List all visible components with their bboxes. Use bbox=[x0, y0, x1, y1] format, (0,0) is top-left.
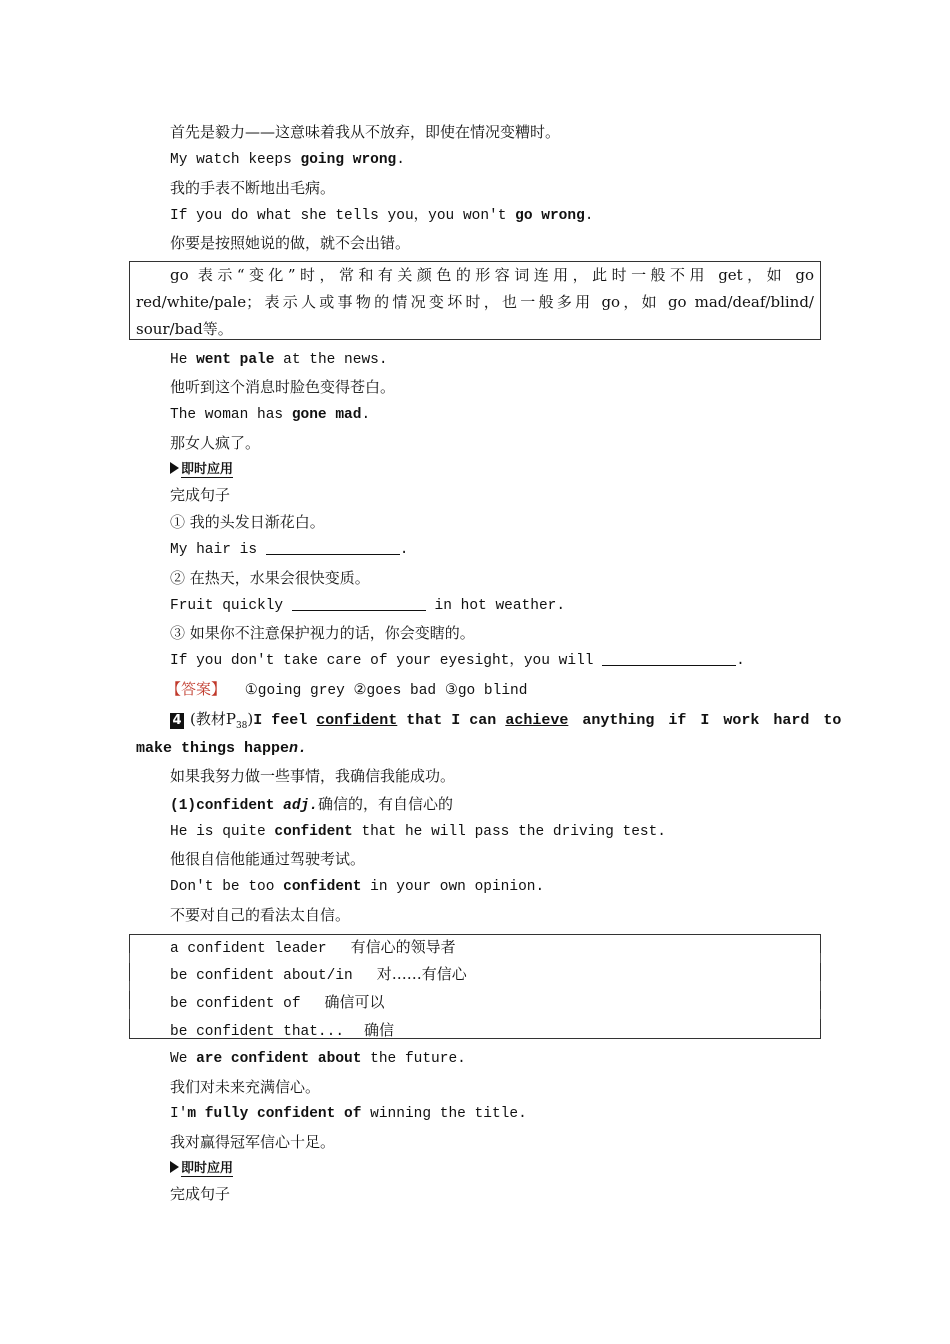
definition: 确信的，有自信心的 bbox=[317, 795, 453, 813]
note-row-1: go 表示“变化”时，常和有关颜色的形容词连用，此时一般不用 get，如 go bbox=[170, 266, 814, 284]
text: The woman has bbox=[170, 407, 292, 423]
text: in your own opinion. bbox=[361, 879, 545, 895]
headword: (1)confident bbox=[170, 798, 284, 814]
phrase: be confident that... bbox=[170, 1024, 345, 1040]
box-tick bbox=[820, 981, 821, 991]
text: that I can bbox=[397, 712, 506, 729]
text: If you don't take care of your eyesight，you will bbox=[170, 653, 603, 669]
triangle-icon bbox=[170, 462, 179, 474]
box-tick bbox=[820, 1009, 821, 1019]
text: . bbox=[399, 542, 409, 558]
answer-text: ①going grey ②goes bad ③go blind bbox=[244, 683, 528, 699]
ex2-line1-cn: 我们对未来充满信心。 bbox=[170, 1078, 321, 1096]
text: . bbox=[736, 653, 745, 669]
text: Don't be too bbox=[170, 879, 284, 895]
phrase: be confident about/in bbox=[170, 968, 353, 984]
answer-blank[interactable] bbox=[292, 596, 426, 611]
note-row-2: red/white/pale；表示人或事物的情况变坏时，也一般多用 go，如 go mad/deaf/blind/ bbox=[136, 293, 814, 311]
note-row-3: sour/bad等。 bbox=[136, 320, 233, 338]
line-if-translation: 你要是按照她说的做，就不会出错。 bbox=[170, 234, 411, 252]
text: He bbox=[170, 352, 197, 368]
meaning: 对……有信心 bbox=[376, 965, 467, 983]
line-gone-mad bbox=[170, 405, 370, 425]
item4-ex1 bbox=[170, 822, 666, 842]
text: ) bbox=[247, 710, 254, 728]
text: My hair is bbox=[170, 542, 266, 558]
answer-blank[interactable] bbox=[602, 651, 736, 666]
phrase-row-2 bbox=[170, 964, 467, 986]
key-phrase: go wrong bbox=[515, 208, 585, 224]
item4-sentence-cont bbox=[136, 739, 307, 759]
text: in hot weather. bbox=[425, 598, 566, 614]
q2-cn: ② 在热天，水果会很快变质。 bbox=[170, 569, 370, 587]
note-box-go bbox=[129, 261, 821, 340]
item4-ex1-cn: 他很自信他能通过驾驶考试。 bbox=[170, 850, 366, 868]
text: . bbox=[584, 208, 594, 224]
line-watch-example bbox=[170, 150, 405, 170]
text: n. bbox=[289, 740, 308, 757]
line-watch-translation: 我的手表不断地出毛病。 bbox=[170, 179, 336, 197]
phrase-row-4 bbox=[170, 1020, 394, 1042]
line-if-example bbox=[170, 206, 593, 226]
practice-tag-2 bbox=[170, 1160, 233, 1178]
text: If you do what she tells you，you won't bbox=[170, 208, 516, 224]
item4-ex2 bbox=[170, 877, 544, 897]
box-tick bbox=[129, 1009, 130, 1019]
item-number: 4 bbox=[170, 713, 184, 729]
q1-en bbox=[170, 540, 408, 560]
item4-translation: 如果我努力做一些事情，我确信我能成功。 bbox=[170, 767, 456, 785]
source-ref bbox=[190, 710, 254, 731]
phrase: be confident of bbox=[170, 996, 301, 1012]
key-phrase: going wrong bbox=[300, 152, 397, 168]
box-tick bbox=[129, 953, 130, 963]
phrase-row-3 bbox=[170, 992, 385, 1014]
item4-sentence bbox=[170, 709, 841, 736]
text: . bbox=[396, 152, 405, 168]
phrase-box-confident bbox=[129, 934, 821, 1039]
key-word: confident bbox=[283, 879, 362, 895]
text: that he will pass the driving test. bbox=[352, 824, 667, 840]
key-phrase: are confident about bbox=[196, 1051, 362, 1067]
text: at the news. bbox=[274, 352, 388, 368]
key-word: achieve bbox=[505, 712, 569, 729]
triangle-icon bbox=[170, 1161, 179, 1173]
answer-line bbox=[166, 679, 527, 701]
key-phrase: m fully confident of bbox=[187, 1106, 362, 1122]
text: We bbox=[170, 1051, 197, 1067]
answer-blank[interactable] bbox=[266, 540, 400, 555]
line-went-pale bbox=[170, 350, 388, 370]
q2-en bbox=[170, 596, 565, 616]
part-of-speech: adj. bbox=[283, 798, 318, 814]
text: anything if I work hard to bbox=[568, 712, 842, 729]
answer-label: 【答案】 bbox=[166, 680, 227, 698]
key-word: confident bbox=[316, 712, 398, 729]
q1-cn: ① 我的头发日渐花白。 bbox=[170, 513, 325, 531]
meaning: 确信可以 bbox=[324, 993, 385, 1011]
meaning: 有信心的领导者 bbox=[350, 938, 456, 956]
phrase: a confident leader bbox=[170, 941, 327, 957]
line-gone-mad-cn: 那女人疯了。 bbox=[170, 434, 261, 452]
q3-cn: ③ 如果你不注意保护视力的话，你会变瞎的。 bbox=[170, 624, 475, 642]
item4-definition bbox=[170, 794, 453, 816]
practice-tag-label: 即时应用 bbox=[181, 462, 234, 477]
text: He is quite bbox=[170, 824, 275, 840]
box-tick bbox=[820, 953, 821, 963]
text: I' bbox=[170, 1106, 188, 1122]
phrase-row-1 bbox=[170, 937, 456, 959]
practice-title-2: 完成句子 bbox=[170, 1185, 231, 1203]
text: Fruit quickly bbox=[170, 598, 292, 614]
key-phrase: went pale bbox=[196, 352, 275, 368]
text: (教材P bbox=[190, 710, 236, 728]
page-number: 38 bbox=[235, 721, 248, 731]
text: winning the title. bbox=[361, 1106, 527, 1122]
line-went-pale-cn: 他听到这个消息时脸色变得苍白。 bbox=[170, 378, 396, 396]
ex2-line2-cn: 我对赢得冠军信心十足。 bbox=[170, 1133, 336, 1151]
text: . bbox=[361, 407, 371, 423]
q3-en bbox=[170, 651, 745, 671]
text: the future. bbox=[361, 1051, 466, 1067]
ex2-line2 bbox=[170, 1104, 527, 1124]
practice-title-1: 完成句子 bbox=[170, 486, 231, 504]
practice-tag-label: 即时应用 bbox=[181, 1161, 234, 1176]
key-word: confident bbox=[274, 824, 353, 840]
text: make things happe bbox=[136, 740, 290, 757]
item4-ex2-cn: 不要对自己的看法太自信。 bbox=[170, 906, 351, 924]
line-perseverance: 首先是毅力——这意味着我从不放弃，即使在情况变糟时。 bbox=[170, 123, 561, 141]
box-tick bbox=[129, 981, 130, 991]
ex2-line1 bbox=[170, 1049, 466, 1069]
text: I feel bbox=[253, 712, 317, 729]
text: My watch keeps bbox=[170, 152, 301, 168]
key-phrase: gone mad bbox=[291, 407, 362, 423]
meaning: 确信 bbox=[364, 1021, 395, 1039]
practice-tag-1 bbox=[170, 461, 233, 479]
